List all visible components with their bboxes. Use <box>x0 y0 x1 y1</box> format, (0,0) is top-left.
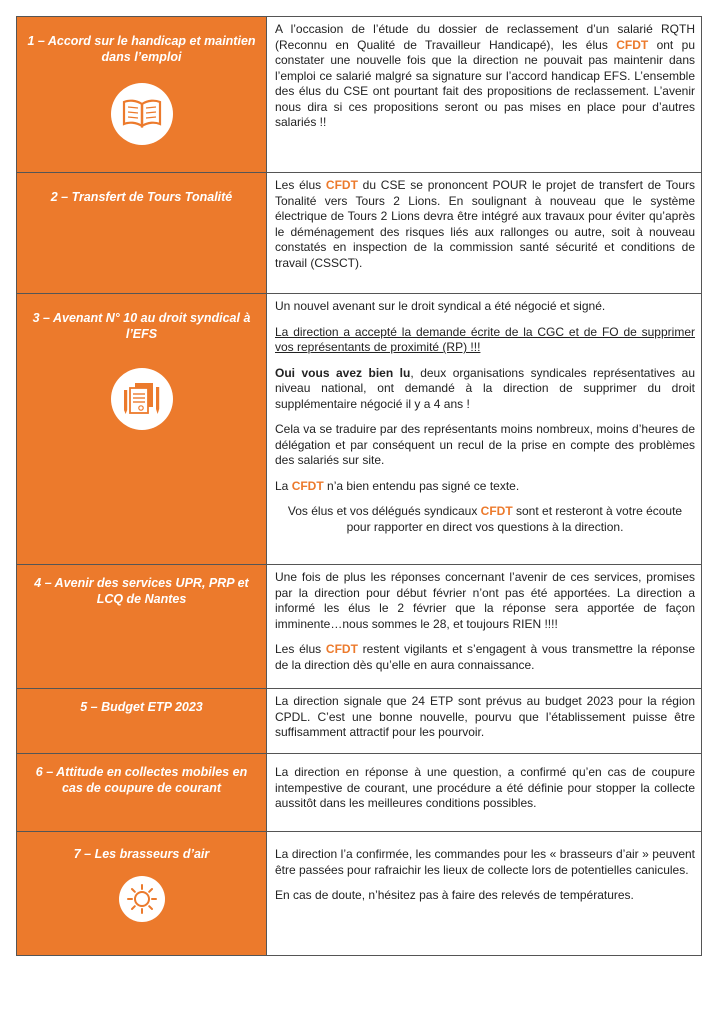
section-3-p6-a: Vos élus et vos délégués syndicaux <box>287 504 481 518</box>
section-2-paragraph <box>275 178 695 271</box>
section-2-title: 2 – Transfert de Tours Tonalité <box>50 190 233 204</box>
section-7-title: 7 – Les brasseurs d’air <box>73 847 210 861</box>
section-1-body <box>267 17 702 173</box>
section-7-header <box>17 832 267 956</box>
section-3-header <box>17 294 267 565</box>
section-2-row <box>17 173 702 294</box>
section-6-body <box>267 754 702 832</box>
section-4-header <box>17 565 267 689</box>
section-6-header <box>17 754 267 832</box>
section-2-text-b: du CSE se prononcent POUR le projet de transfert de Tours Tonalité vers Tours 2 Lions. En soulignant à nouveau que le système électrique de Tours 2 Lions devra être intégré aux travaux pour éviter qu’après le déménagement des risques liés aux rallonges ou autre, soit à nouveau constatés en inspection de la commission santé sécurité et conditions de travail (CSSCT). <box>275 178 695 270</box>
section-4-title: 4 – Avenir des services UPR, PRP et LCQ de Nantes <box>34 576 249 606</box>
cfdt-label: CFDT <box>325 642 358 656</box>
section-3-p1: Un nouvel avenant sur le droit syndical a été négocié et signé. <box>275 299 606 313</box>
cfdt-label: CFDT <box>480 504 513 518</box>
agenda-table <box>16 16 702 956</box>
section-4-p2-b: restent vigilants et s’engagent à vous transmettre la réponse de la direction dès qu’elle en aura connaissance. <box>275 642 695 672</box>
section-3-p4: Cela va se traduire par des représentants moins nombreux, moins d’heures de délégation et par conséquent un recul de la prise en compte des problèmes des salariés sur site. <box>275 422 695 467</box>
section-3-p3-rest: , deux organisations syndicales représentatives au niveau national, ont demandé à la direction de supprimer du droit supplémentaire négocié il y a 4 ans ! <box>275 365 695 411</box>
section-7-body <box>267 832 702 956</box>
section-7-p2: En cas de doute, n’hésitez pas à faire des relevés de températures. <box>275 888 634 902</box>
cfdt-label: CFDT <box>325 178 358 192</box>
section-3-p2: La direction a accepté la demande écrite de la CGC et de FO de supprimer vos représentants de proximité (RP) !!! <box>275 324 695 354</box>
section-6-p1: La direction en réponse à une question, a confirmé qu’en cas de coupure intempestive de courant, une procédure a été définie pour stopper la collecte aussitôt dans les meilleures conditions possibles. <box>275 765 695 810</box>
section-7-row <box>17 832 702 956</box>
section-3-p3 <box>275 366 695 413</box>
section-5-row <box>17 689 702 754</box>
section-2-text-a: Les élus <box>275 178 326 192</box>
cfdt-label: CFDT <box>616 37 649 52</box>
section-3-p5 <box>275 479 695 495</box>
section-4-p2-a: Les élus <box>275 642 326 656</box>
section-1-title: 1 – Accord sur le handicap et maintien dans l’emploi <box>27 34 256 64</box>
section-3-row <box>17 294 702 565</box>
section-6-title: 6 – Attitude en collectes mobiles en cas de coupure de courant <box>35 765 248 795</box>
section-3-p5-a: La <box>275 478 292 493</box>
cfdt-label: CFDT <box>291 478 324 493</box>
section-4-body <box>267 565 702 689</box>
section-5-title: 5 – Budget ETP 2023 <box>80 700 203 714</box>
section-3-p3-bold: Oui vous avez bien lu <box>275 365 411 380</box>
section-3-body <box>267 294 702 565</box>
section-3-p6 <box>275 504 695 535</box>
section-5-p1: La direction signale que 24 ETP sont prévus au budget 2023 pour la région CPDL. C’est une bonne nouvelle, pourvu que l’établissement puisse être suffisamment attractif pour les pourvoir. <box>275 694 695 739</box>
section-4-p1: Une fois de plus les réponses concernant l’avenir de ces services, promises par la direction pour début février n’ont pas été apportées. La direction a informé les élus le 2 février que la réponse sera apportée de façon imminente…nous sommes le 28, et toujours RIEN !!!! <box>275 570 695 631</box>
section-3-p6-b: sont et resteront à votre écoute pour rapporter en direct vos questions à la direction. <box>346 504 683 534</box>
section-3-title: 3 – Avenant N° 10 au droit syndical à l’EFS <box>32 311 251 341</box>
section-1-text-b: ont pu constater une nouvelle fois que la direction ne pouvait pas maintenir dans l’emploi ce salarié malgré sa signature sur l’accord handicap EFS. L’ensemble des élus du CSE ont pourtant fait des propositions de reclassement. L’avenir nous dira si ces propositions seront ou pas mises en place pour d’autres salariés !! <box>275 37 695 129</box>
section-5-header <box>17 689 267 754</box>
documents-pen-icon <box>111 368 173 430</box>
section-1-header <box>17 17 267 173</box>
section-4-row <box>17 565 702 689</box>
section-6-row <box>17 754 702 832</box>
section-1-row <box>17 17 702 173</box>
section-4-p2 <box>275 642 695 673</box>
section-7-p1: La direction l’a confirmée, les commandes pour les « brasseurs d’air » peuvent être passées pour rafraichir les lieux de collecte lors de potentielles canicules. <box>275 847 695 877</box>
section-1-paragraph <box>275 22 695 131</box>
section-1-text-a: A l’occasion de l’étude du dossier de reclassement d’un salarié RQTH (Reconnu en Qualité de Travailleur Handicapé), les élus <box>275 22 695 52</box>
section-2-body <box>267 173 702 294</box>
section-3-p5-b: n’a bien entendu pas signé ce texte. <box>323 478 520 493</box>
sun-icon <box>119 876 165 922</box>
section-5-body <box>267 689 702 754</box>
section-2-header <box>17 173 267 294</box>
open-book-icon <box>111 83 173 145</box>
